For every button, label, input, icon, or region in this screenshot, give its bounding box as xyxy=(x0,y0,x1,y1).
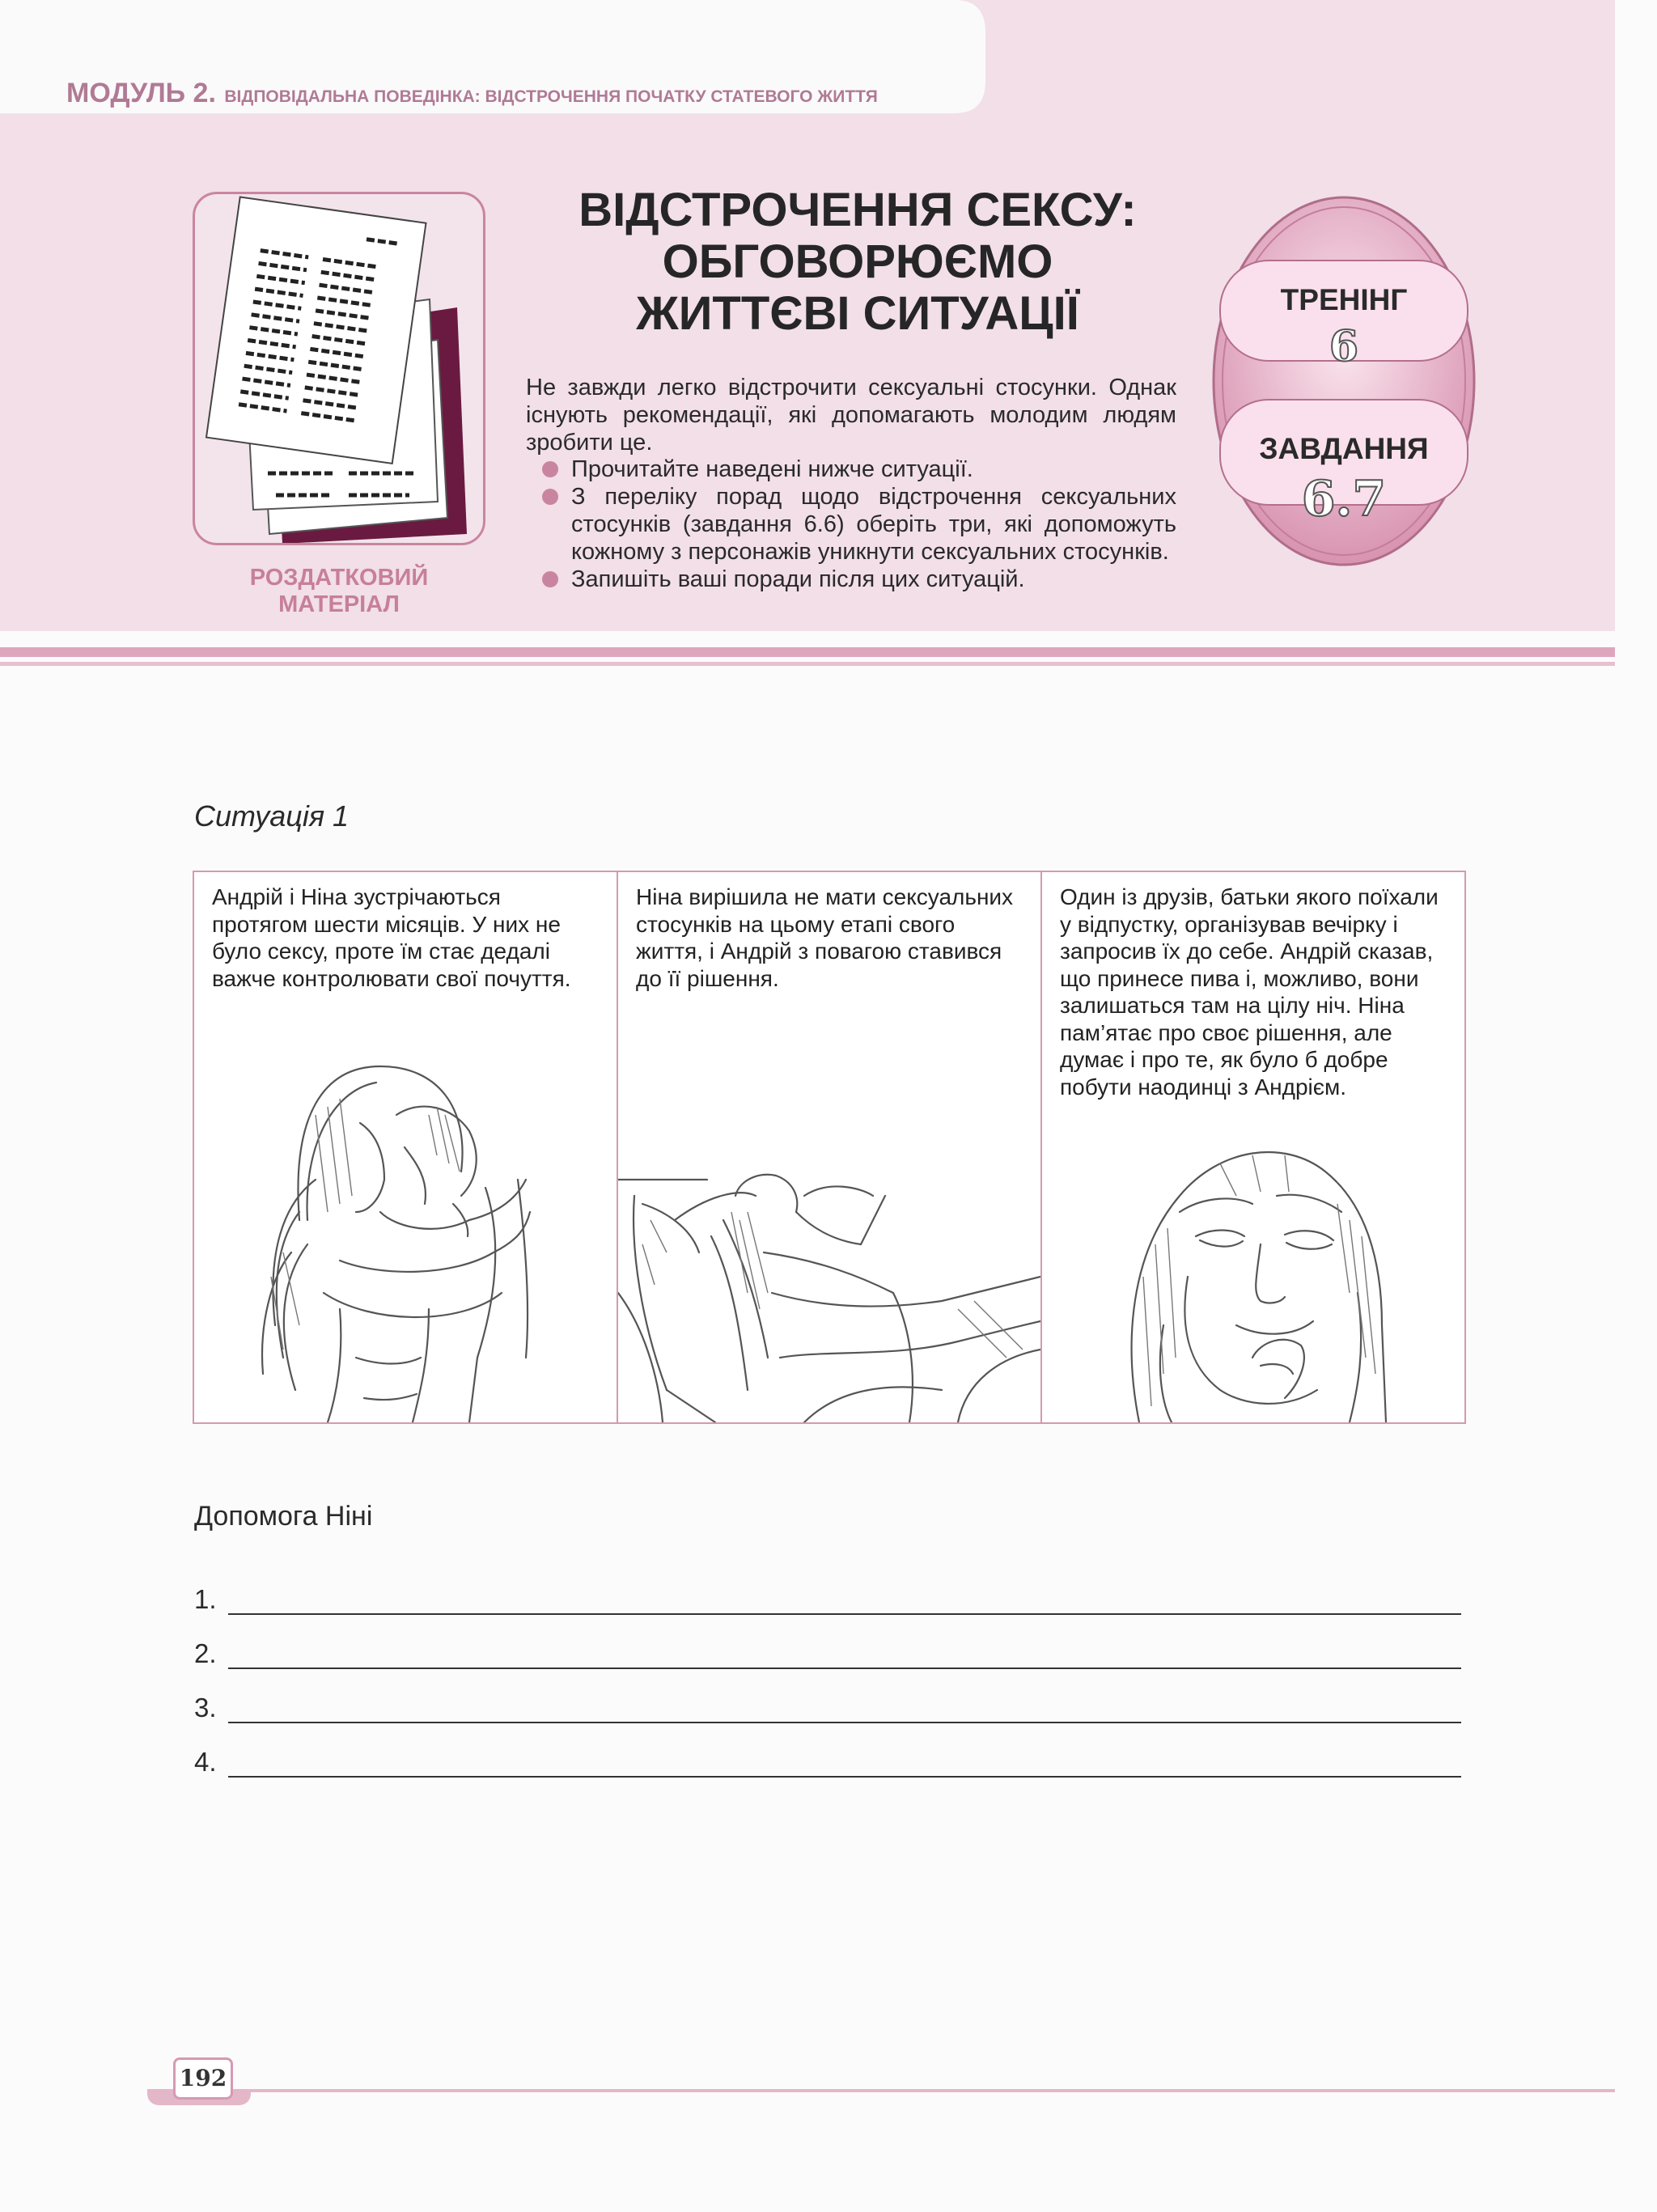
badge-training-label: ТРЕНІНГ xyxy=(1280,283,1408,316)
bullet-dot-icon xyxy=(542,461,558,477)
bullet-dot-icon xyxy=(542,571,558,587)
comic-panel-1 xyxy=(194,872,618,1422)
section-divider-thin xyxy=(0,662,1615,666)
module-subtitle: ВІДПОВІДАЛЬНА ПОВЕДІНКА: ВІДСТРОЧЕННЯ ПОЧАТКУ СТАТЕВОГО ЖИТТЯ xyxy=(224,87,878,106)
title-line1: ВІДСТРОЧЕННЯ СЕКСУ: xyxy=(578,184,1137,236)
answer-line-4[interactable] xyxy=(194,1745,1461,1781)
handout-caption-line2: МАТЕРІАЛ xyxy=(278,591,400,617)
answer-number: 3. xyxy=(194,1693,217,1723)
answer-line-2[interactable] xyxy=(194,1637,1461,1672)
instruction-item: Запишіть ваші поради після цих ситуацій. xyxy=(571,566,1176,593)
badge-task-number: 6.7 xyxy=(1301,471,1387,528)
handout-caption-line1: РОЗДАТКОВИЙ xyxy=(249,565,429,591)
comic-panels xyxy=(193,871,1466,1424)
situation-title: Ситуація 1 xyxy=(194,799,350,833)
instruction-item: Прочитайте наведені нижче ситуації. xyxy=(571,456,1176,483)
stacked-papers-icon xyxy=(195,194,483,543)
help-heading: Допомога Ніні xyxy=(194,1501,373,1532)
panel-1-text: Андрій і Ніна зустрічаються протягом шести місяців. У них не було сексу, проте їм стає дедалі важче контролювати свої почуття. xyxy=(212,884,571,991)
answer-number: 2. xyxy=(194,1638,217,1668)
instruction-list xyxy=(571,456,1176,593)
comic-panel-2 xyxy=(618,872,1042,1422)
answer-number: 1. xyxy=(194,1584,217,1614)
badge-training-number: 6 xyxy=(1329,322,1359,371)
panel-2-text: Ніна вирішила не мати сексуальних стосунків на цьому етапі свого життя, і Андрій з повагою ставився до її рішення. xyxy=(636,884,1014,991)
answer-number: 4. xyxy=(194,1747,217,1777)
instruction-item: З переліку порад щодо відстрочення сексуальних стосунків (завдання 6.6) оберіть три, які допоможуть кожному з персонажів уникнути сексуальних стосунків. xyxy=(571,483,1176,566)
answer-line-1[interactable] xyxy=(194,1583,1461,1618)
answer-underline xyxy=(228,1776,1461,1778)
handout-caption xyxy=(193,565,485,618)
bullet-dot-icon xyxy=(542,489,558,505)
section-divider xyxy=(0,647,1615,657)
answer-underline xyxy=(228,1613,1461,1615)
footer-rule xyxy=(147,2089,1615,2092)
module-header xyxy=(66,78,878,109)
page-number: 192 xyxy=(173,2057,233,2100)
answer-underline xyxy=(228,1722,1461,1723)
title-line3: ЖИТТЄВІ СИТУАЦІЇ xyxy=(636,287,1079,340)
answer-underline xyxy=(228,1667,1461,1669)
answer-line-3[interactable] xyxy=(194,1691,1461,1727)
title-line2: ОБГОВОРЮЄМО xyxy=(662,235,1053,288)
panel-3-text: Один із друзів, батьки якого поїхали у відпустку, організував вечірку і запросив їх до себе. Андрій сказав, що принесе пива і, можливо, вони залишаться там на цілу ніч. Ніна пам’ятає про своє рішення, але думає і про те, як було б добре побути наодинці з Андрієм. xyxy=(1060,884,1439,1100)
module-label: МОДУЛЬ 2. xyxy=(66,78,216,108)
badge-task-label: ЗАВДАННЯ xyxy=(1259,432,1429,465)
handout-icon-box xyxy=(193,192,485,545)
comic-panel-3 xyxy=(1042,872,1464,1422)
page-title xyxy=(518,184,1197,340)
intro-text: Не завжди легко відстрочити сексуальні стосунки. Однак існують рекомендації, які допомагають молодим людям зробити це. xyxy=(526,375,1176,456)
